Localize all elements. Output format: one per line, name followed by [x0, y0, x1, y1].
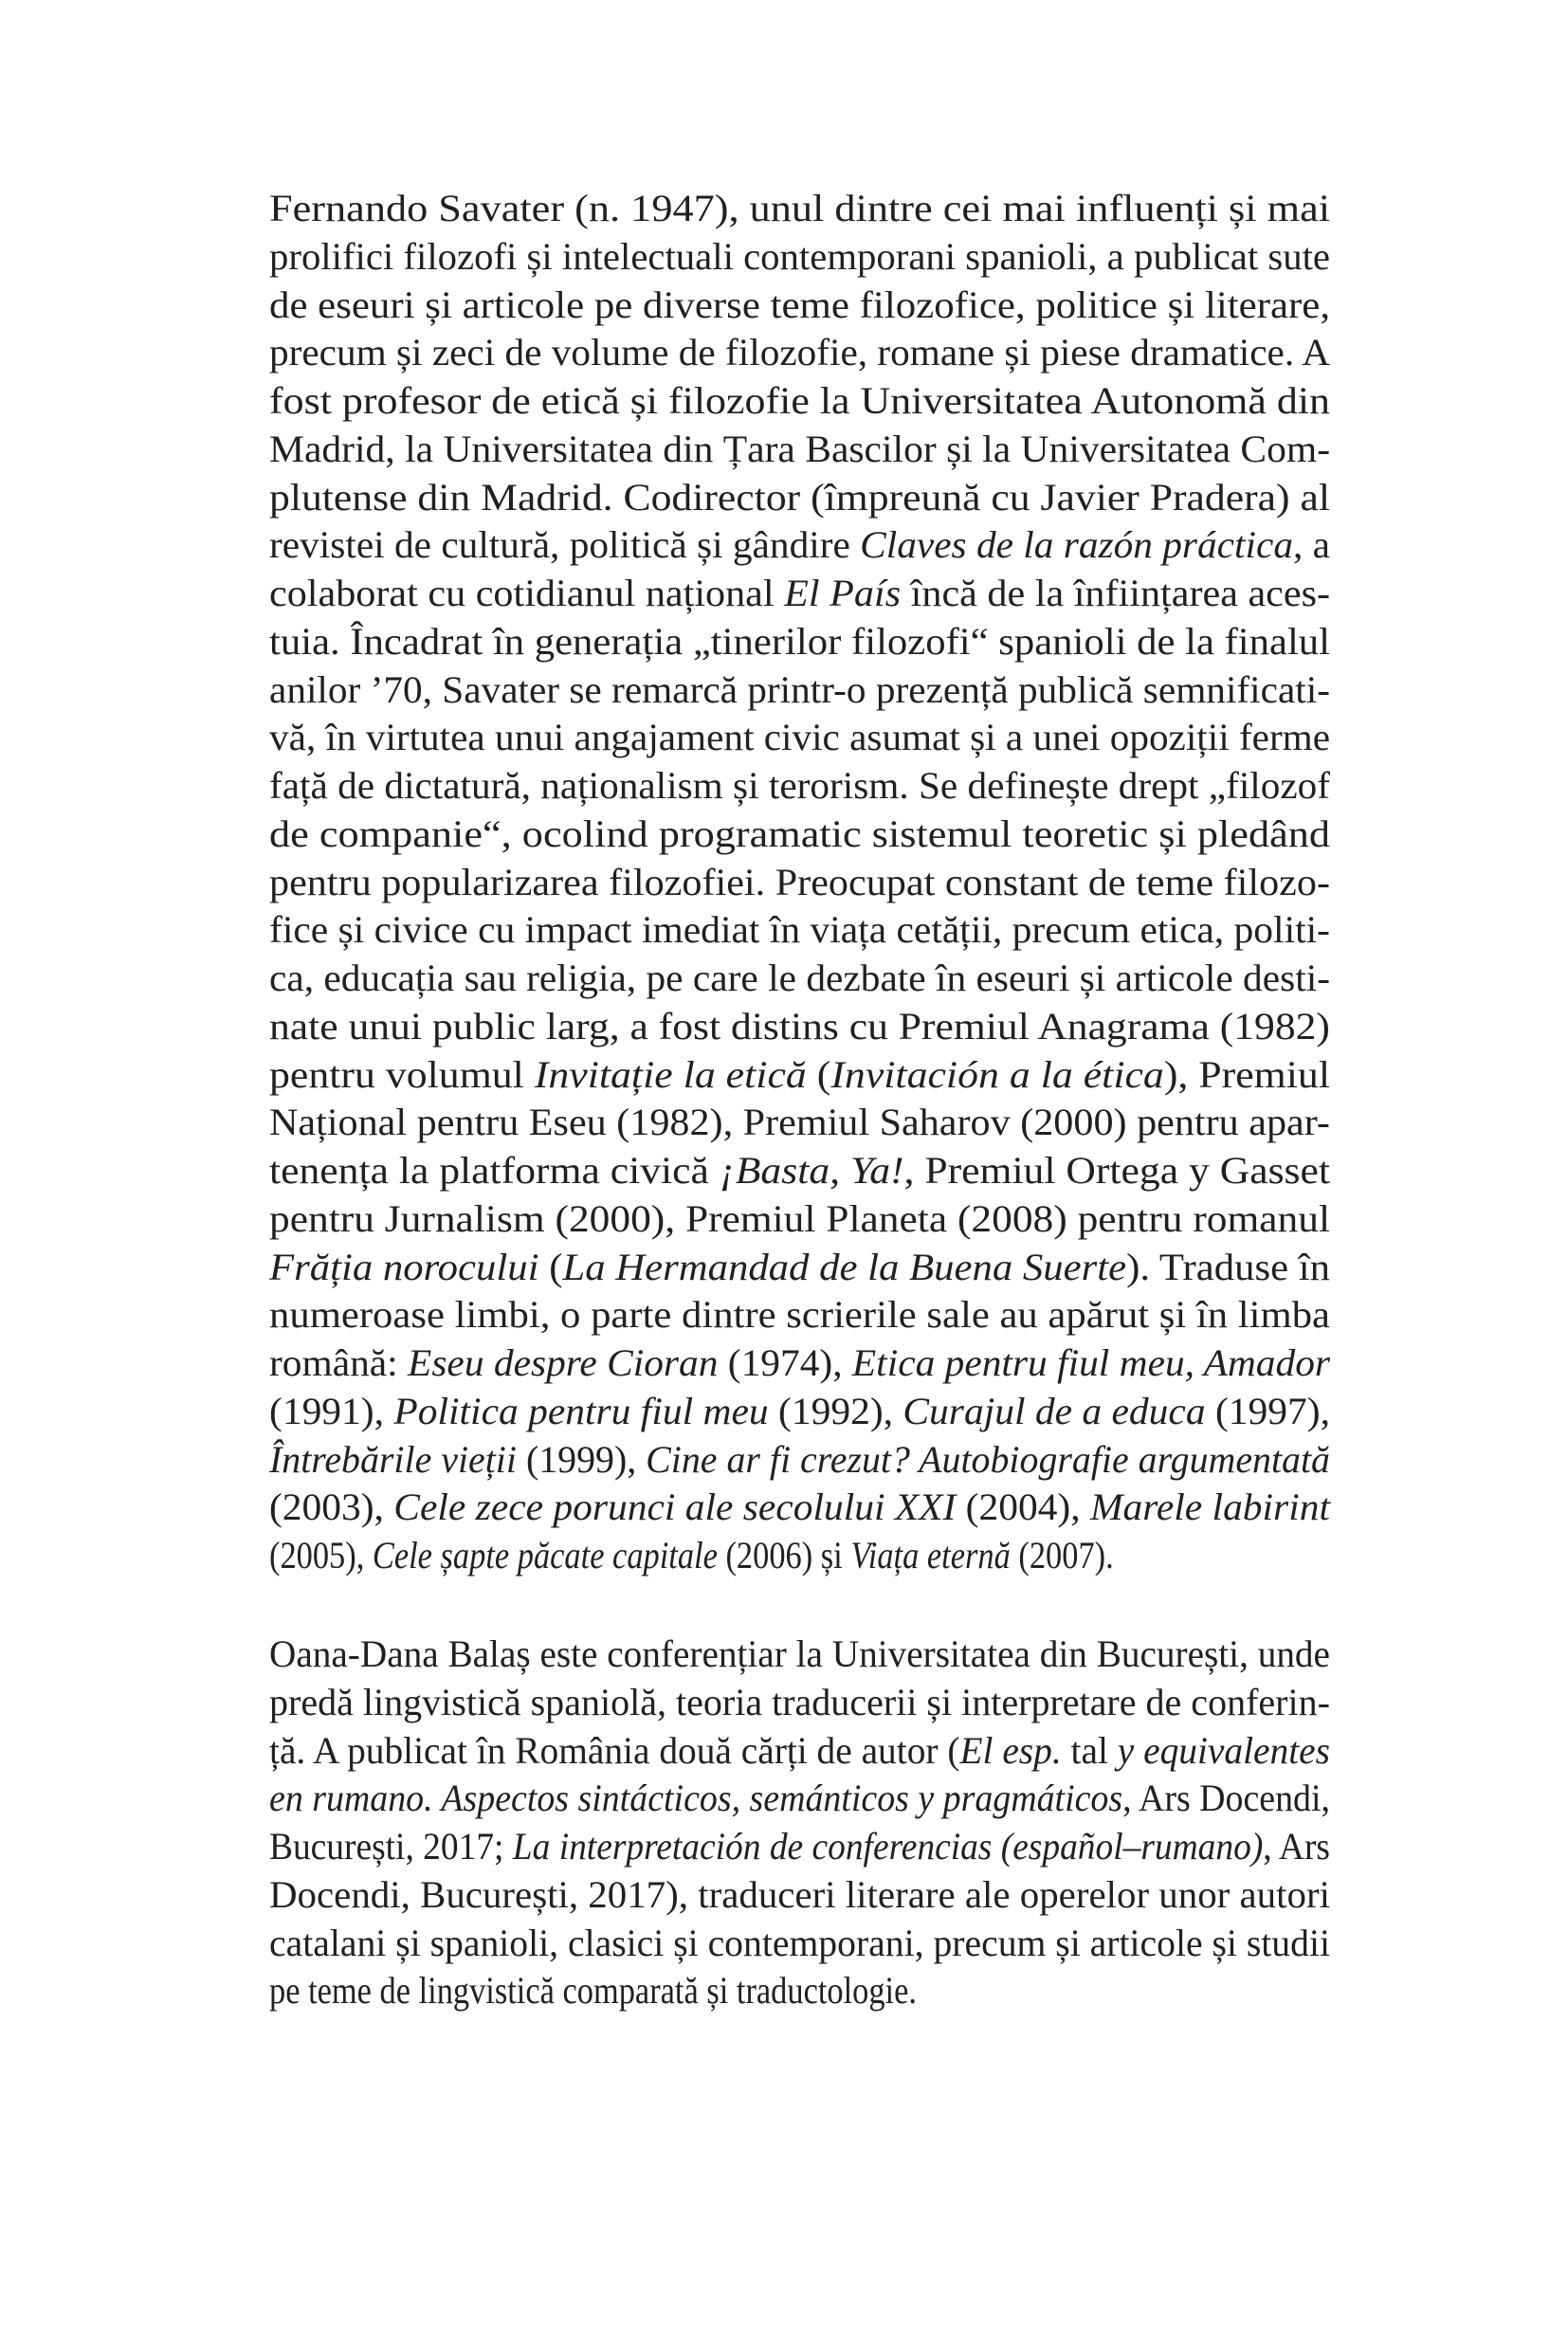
text-span: prolifici filozofi și intelectuali contemporani spanioli, a publicat sute — [269, 234, 1331, 278]
text-line — [269, 1098, 1330, 1146]
text-span: revistei de cultură, politică și gândire — [269, 523, 861, 567]
text-span: vă, în virtutea unui angajament civic asumat și a unei opoziții ferme — [269, 716, 1331, 759]
text-span: predă lingvistică spaniolă, teoria traducerii și interpretare de conferin- — [269, 1680, 1330, 1723]
italic-title: Viața eternă — [850, 1534, 1011, 1576]
italic-title: La interpretación de conferencias (español–rumano) — [512, 1825, 1264, 1868]
italic-title: El esp. — [959, 1728, 1062, 1772]
text-span: (1974), — [718, 1341, 852, 1384]
text-line — [269, 1050, 1330, 1099]
text-line — [269, 1678, 1330, 1726]
text-span: anilor ’70, Savater se remarcă printr-o prezență publică semnificati- — [269, 667, 1330, 711]
italic-title: Curajul de a educa — [903, 1389, 1206, 1432]
text-line — [269, 1531, 1114, 1579]
text-span: pe teme de lingvistică comparată și traductologie. — [269, 1969, 917, 2013]
text-line — [269, 473, 1330, 521]
text-line — [269, 1966, 917, 2014]
text-line — [269, 1243, 1330, 1291]
text-line — [269, 761, 1330, 810]
text-span: pentru volumul — [269, 1052, 535, 1096]
text-line — [269, 184, 1330, 232]
text-line — [269, 232, 1330, 281]
text-line — [269, 1290, 1330, 1339]
italic-title: Frăția norocului — [269, 1245, 539, 1288]
text-line — [269, 1194, 1330, 1243]
text-line — [269, 1435, 1330, 1484]
italic-title: y equivalentes — [1117, 1728, 1330, 1772]
italic-title: Cele șapte păcate capitale — [372, 1534, 718, 1576]
text-span: de eseuri și articole pe diverse teme filozofice, politice și literare, — [269, 282, 1331, 326]
italic-title: Cine ar fi crezut? Autobiografie argumentată — [646, 1437, 1330, 1481]
text-line — [269, 954, 1330, 1002]
text-span: încă de la înființarea aces- — [901, 572, 1331, 614]
text-span: București, 2017; — [269, 1825, 513, 1868]
text-line — [269, 376, 1330, 425]
text-span: ), Premiul — [1163, 1052, 1330, 1096]
text-span: (1997), — [1205, 1389, 1330, 1432]
text-span: fost profesor de etică și filozofie la Universitatea Autonomă din — [269, 379, 1331, 422]
text-line — [269, 905, 1330, 954]
italic-title: El País — [784, 572, 902, 614]
text-line — [269, 1822, 1330, 1870]
italic-title: Eseu despre Cioran — [408, 1341, 719, 1384]
text-line — [269, 1919, 1330, 1967]
text-span: colaborat cu cotidianul național — [269, 572, 785, 614]
italic-title: Invitación a la ética — [830, 1052, 1164, 1096]
text-span: fice și civice cu impact imediat în viața cetății, precum etica, politi- — [269, 908, 1330, 952]
text-span: față de dictatură, naționalism și terorism. Se definește drept „filozof — [269, 764, 1331, 807]
text-span: , Premiul Ortega y Gasset — [903, 1149, 1331, 1192]
text-span: (1999), — [516, 1437, 647, 1481]
text-span: tuia. Încadrat în generația „tinerilor filozofi“ spanioli de la finalul — [269, 619, 1331, 663]
text-line — [269, 617, 1330, 665]
text-span: numeroase limbi, o parte dintre scrierile sale au apărut și în limba — [269, 1293, 1331, 1337]
text-span: plutense din Madrid. Codirector (împreună cu Javier Pradera) al — [269, 475, 1331, 519]
italic-title: Politica pentru fiul meu — [393, 1389, 769, 1432]
text-line — [269, 328, 1330, 376]
text-span: Docendi, București, 2017), traduceri literare ale operelor unor autori — [269, 1872, 1330, 1916]
italic-title: La Hermandad de la Buena Suerte — [562, 1245, 1127, 1288]
italic-title: Întrebările vieții — [269, 1437, 517, 1481]
text-line — [269, 1870, 1330, 1919]
text-line — [269, 569, 1330, 617]
text-line — [269, 1339, 1330, 1387]
text-line — [269, 1002, 1330, 1050]
text-span: ). Traduse în — [1126, 1245, 1330, 1288]
text-span: (2006) și — [717, 1534, 851, 1576]
text-span: , Ars Docendi, — [1122, 1777, 1330, 1820]
text-span: română: — [269, 1341, 409, 1384]
text-span: ( — [806, 1052, 831, 1096]
italic-title: Claves de la razón práctica — [860, 523, 1294, 567]
text-span: tal — [1061, 1728, 1118, 1772]
text-span: nate unui public larg, a fost distins cu Premiul Anagrama (1982) — [269, 1004, 1330, 1048]
text-line — [269, 1387, 1330, 1435]
text-line — [269, 858, 1330, 906]
text-span: de companie“, ocolind programatic sistemul teoretic și pledând — [269, 811, 1331, 855]
text-line — [269, 281, 1330, 329]
italic-title: Cele zece porunci ale secolului XXI — [393, 1485, 957, 1529]
text-span: (2003), — [269, 1485, 394, 1529]
text-line — [269, 665, 1330, 714]
italic-title: en rumano. Aspectos sintácticos, semánticos y pragmáticos — [269, 1777, 1123, 1820]
text-span: (1992), — [768, 1389, 903, 1432]
italic-title: Marele labirint — [1089, 1485, 1330, 1529]
text-span: (2005), — [269, 1534, 373, 1576]
text-line — [269, 520, 1330, 569]
italic-title: Invitație la etică — [534, 1052, 807, 1096]
text-span: ( — [538, 1245, 563, 1288]
text-line — [269, 1146, 1330, 1194]
text-line — [269, 1630, 1330, 1678]
italic-title: Etica pentru fiul meu, Amador — [851, 1341, 1331, 1384]
text-line — [269, 713, 1330, 761]
text-line — [269, 1774, 1330, 1822]
text-span: Fernando Savater (n. 1947), unul dintre cei mai influenți și mai — [269, 187, 1331, 229]
text-span: precum și zeci de volume de filozofie, romane și piese dramatice. A — [269, 331, 1330, 374]
text-span: ca, educația sau religia, pe care le dezbate în eseuri și articole desti- — [269, 957, 1330, 999]
text-span: (1991), — [269, 1389, 394, 1432]
text-span: ță. A publicat în România două cărți de autor ( — [269, 1728, 960, 1772]
text-span: pentru popularizarea filozofiei. Preocupat constant de teme filozo- — [269, 860, 1331, 903]
text-span: Oana-Dana Balaș este conferențiar la Universitatea din București, unde — [269, 1632, 1330, 1676]
text-span: , a — [1293, 523, 1331, 567]
text-line — [269, 1726, 1330, 1775]
text-span: , Ars — [1263, 1825, 1331, 1868]
text-span: Național pentru Eseu (1982), Premiul Saharov (2000) pentru apar- — [269, 1101, 1330, 1144]
text-span: (2007). — [1010, 1534, 1114, 1576]
italic-title: ¡Basta, Ya! — [719, 1149, 904, 1192]
text-span: tenența la platforma civică — [269, 1149, 720, 1192]
text-span: pentru Jurnalism (2000), Premiul Planeta (2008) pentru romanul — [269, 1196, 1331, 1240]
text-span: catalani și spanioli, clasici și contemporani, precum și articole și studii — [269, 1921, 1331, 1964]
text-span: (2004), — [956, 1485, 1090, 1529]
text-span: Madrid, la Universitatea din Țara Bascilor și la Universitatea Com- — [269, 427, 1331, 470]
text-line — [269, 1483, 1330, 1531]
text-line — [269, 425, 1330, 473]
text-line — [269, 810, 1330, 858]
